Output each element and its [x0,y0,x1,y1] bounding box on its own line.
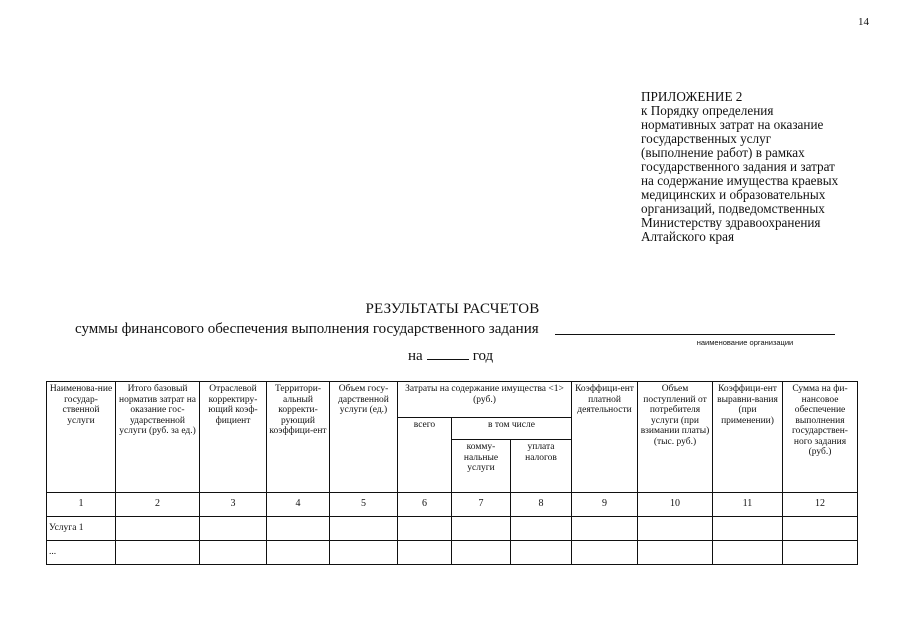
year-line [408,348,493,365]
table-cell [267,517,330,541]
table-cell [452,541,511,565]
table-cell [330,541,398,565]
annex-line: Министерству здравоохранения [641,215,821,230]
table-cell [511,517,572,541]
table-cell [638,541,713,565]
annex-title: ПРИЛОЖЕНИЕ 2 [641,89,743,104]
table-cell [638,517,713,541]
header-taxes: уплата налогов [511,440,572,493]
table-cell [783,541,858,565]
document-subtitle: суммы финансового обеспечения выполнения государственного задания [75,321,539,337]
table-cell [713,541,783,565]
column-number: 10 [638,493,713,517]
table-cell [572,541,638,565]
header-paid-activity-coef: Коэффици-ент платной деятельности [572,382,638,493]
header-territorial-coef: Территори-альный корректи-рующий коэффици-ент [267,382,330,493]
column-number: 7 [452,493,511,517]
table-cell [116,517,200,541]
header-consumer-revenue: Объем поступлений от потребителя услуги (при взимании платы) (тыс. руб.) [638,382,713,493]
year-prefix: на [408,348,423,364]
annex-line: на содержание имущества краевых [641,173,839,188]
header-including: в том числе [452,418,572,440]
column-number: 11 [713,493,783,517]
year-blank [427,359,469,360]
column-number: 3 [200,493,267,517]
table-cell [511,541,572,565]
row-label: ... [47,541,116,565]
column-number: 12 [783,493,858,517]
annex-line: Алтайского края [641,229,735,244]
table-cell [713,517,783,541]
year-suffix: год [472,348,494,364]
table-cell [452,517,511,541]
table-cell [572,517,638,541]
annex-line: государственных услуг [641,131,772,146]
header-property-costs: Затраты на содержание имущества <1> (руб.) [398,382,572,418]
table-cell [398,517,452,541]
header-utilities: комму-нальные услуги [452,440,511,493]
column-number: 5 [330,493,398,517]
annex-line: медицинских и образовательных [641,187,826,202]
page-number: 14 [858,16,869,28]
header-equalization-coef: Коэффици-ент выравни-вания (при применении) [713,382,783,493]
column-number: 4 [267,493,330,517]
table-row [47,541,858,565]
column-number: 1 [47,493,116,517]
header-industry-coef: Отраслевой корректиру-ющий коэф-фициент [200,382,267,493]
annex-line: нормативных затрат на оказание [641,117,824,132]
annex-line: (выполнение работ) в рамках [641,145,805,160]
organization-name-blank [555,334,835,335]
annex-line: государственного задания и затрат [641,159,835,174]
header-service-name: Наименова-ние государ-ственной услуги [47,382,116,493]
table-cell [116,541,200,565]
header-funding-amount: Сумма на фи-нансовое обеспечение выполнения государствен-ного задания (руб.) [783,382,858,493]
document-title: РЕЗУЛЬТАТЫ РАСЧЕТОВ [365,301,540,317]
table-cell [783,517,858,541]
column-number: 6 [398,493,452,517]
table-cell [200,541,267,565]
column-number: 2 [116,493,200,517]
annex-block [641,90,881,244]
table-cell [330,517,398,541]
table-cell [267,541,330,565]
calculation-table [46,381,858,565]
table-cell [398,541,452,565]
column-number: 8 [511,493,572,517]
row-label: Услуга 1 [47,517,116,541]
annex-line: организаций, подведомственных [641,201,825,216]
header-total: всего [398,418,452,493]
header-base-norm: Итого базовый норматив затрат на оказание гос-ударственной услуги (руб. за ед.) [116,382,200,493]
annex-line: к Порядку определения [641,103,774,118]
header-service-volume: Объем госу-дарственной услуги (ед.) [330,382,398,493]
organization-caption: наименование организации [696,338,794,347]
column-number: 9 [572,493,638,517]
table-cell [200,517,267,541]
table-row [47,517,858,541]
column-number-row [47,493,858,517]
